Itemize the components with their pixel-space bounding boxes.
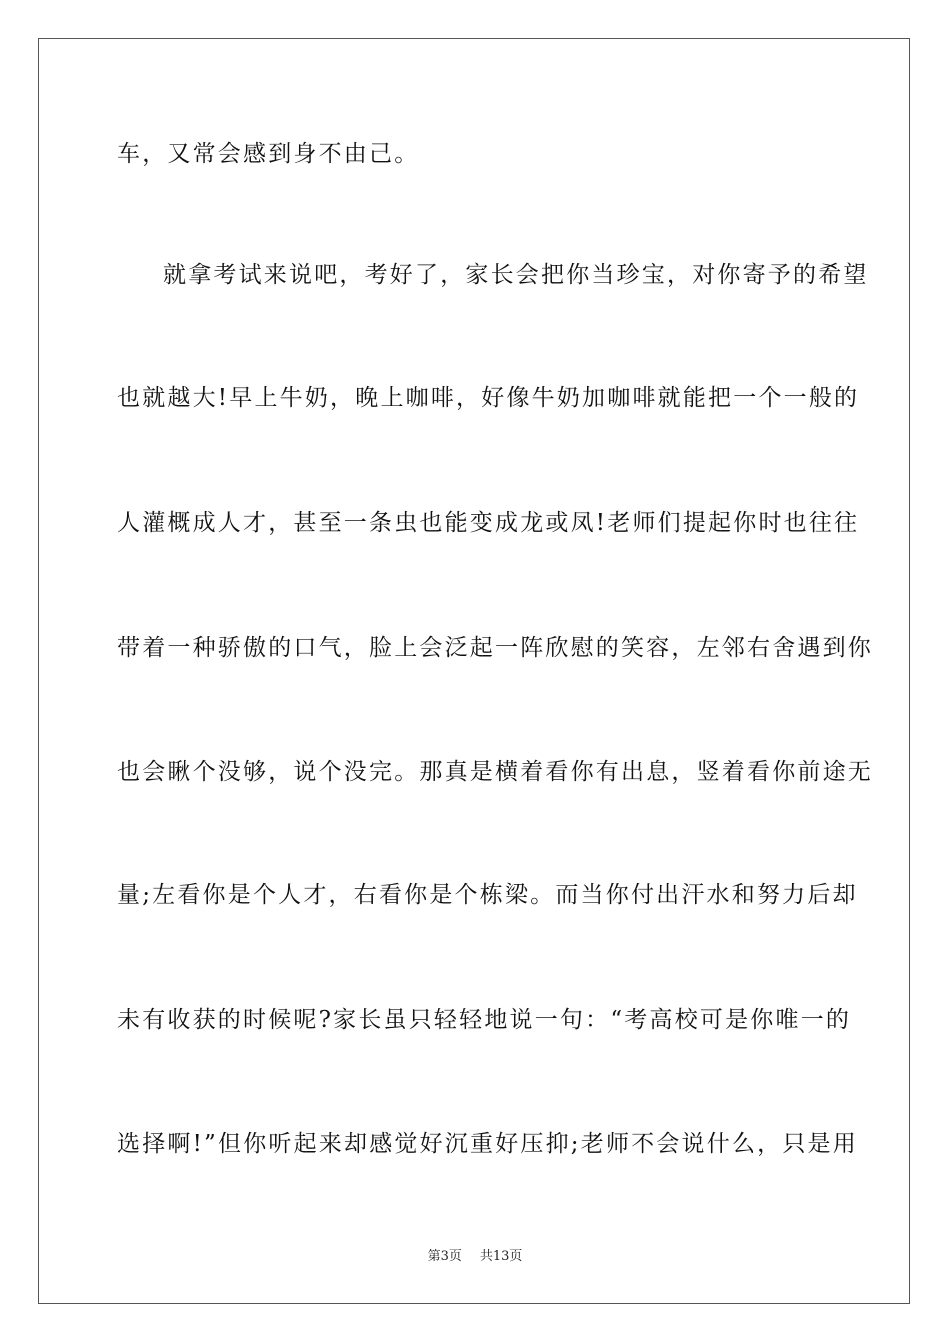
text-line-7: 量;左看你是个人才，右看你是个栋梁。而当你付出汗水和努力后却 [117, 882, 858, 908]
text-line-9: 选择啊!”但你听起来却感觉好沉重好压抑;老师不会说什么，只是用 [117, 1131, 858, 1157]
text-line-6: 也会瞅个没够，说个没完。那真是横着看你有出息，竖着看你前途无 [117, 759, 873, 785]
text-line-8: 未有收获的时候呢?家长虽只轻轻地说一句：“考高校可是你唯一的 [117, 1007, 852, 1033]
text-line-4: 人灌概成人才，甚至一条虫也能变成龙或凤!老师们提起你时也往往 [117, 510, 860, 536]
text-line-5: 带着一种骄傲的口气，脸上会泛起一阵欣慰的笑容，左邻右舍遇到你 [117, 635, 873, 661]
text-line-2: 就拿考试来说吧，考好了，家长会把你当珍宝，对你寄予的希望 [163, 262, 869, 288]
text-line-3: 也就越大!早上牛奶，晚上咖啡，好像牛奶加咖啡就能把一个一般的 [117, 385, 860, 411]
page-number-total: 共13页 [479, 1249, 523, 1264]
page-footer [0, 1248, 950, 1266]
text-line-1: 车，又常会感到身不由己。 [117, 141, 420, 167]
page-frame [38, 38, 910, 1304]
page-number-current: 第3页 [427, 1249, 462, 1264]
